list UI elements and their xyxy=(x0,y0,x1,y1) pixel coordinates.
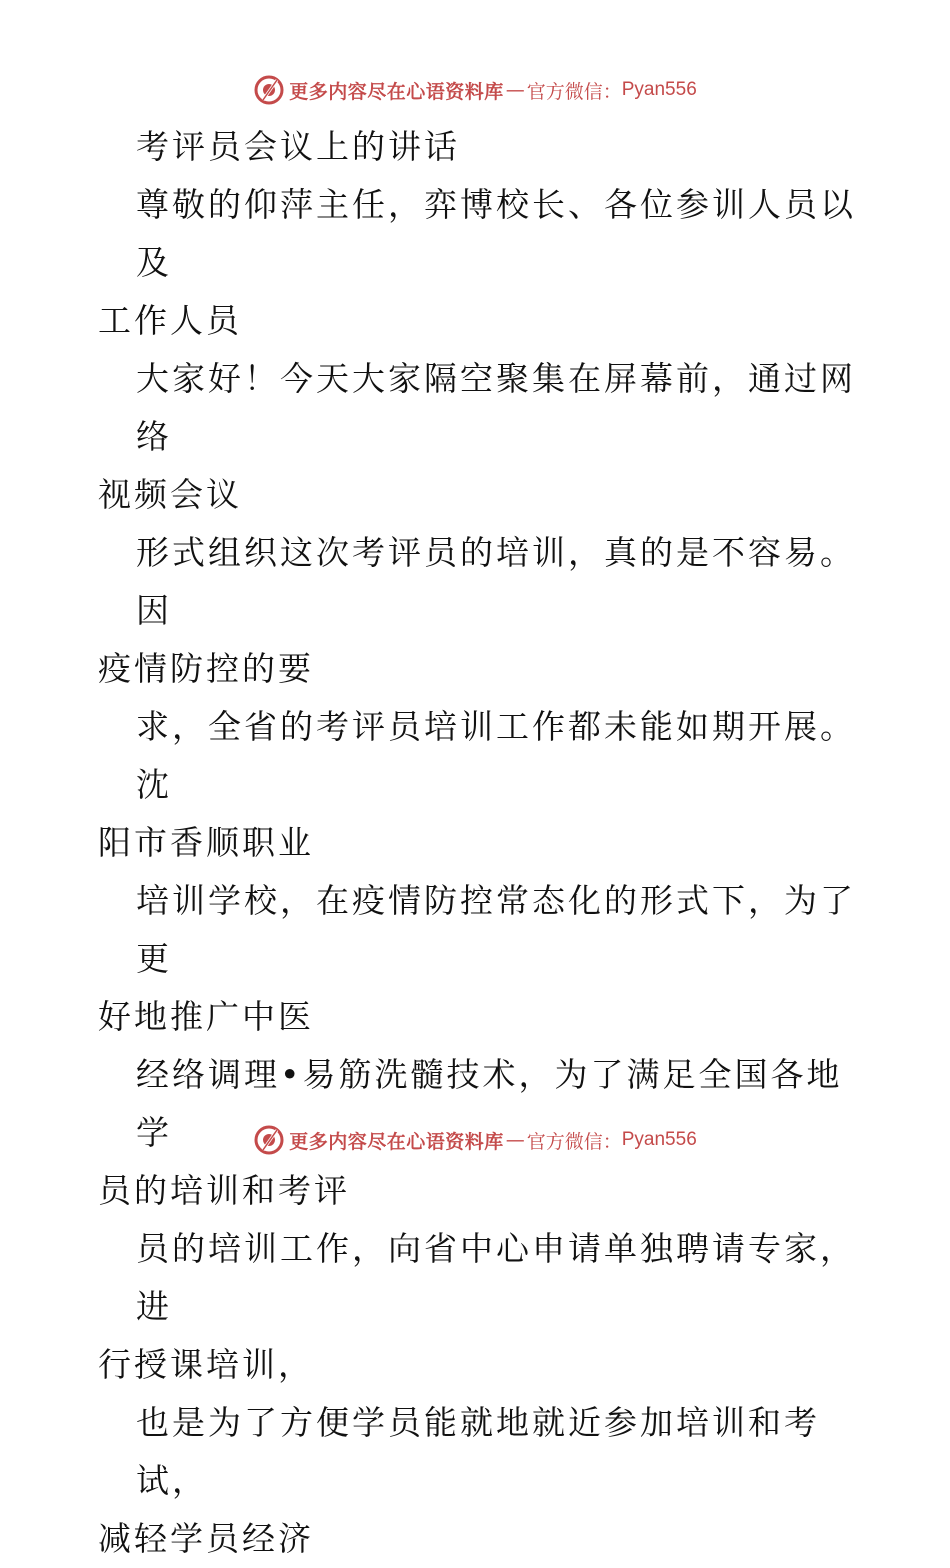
body-line: 员的培训和考评 xyxy=(98,1171,350,1210)
banner-text: 更多内容尽在心语资料库 xyxy=(289,1130,504,1153)
banner-wechat-label: 官方微信： xyxy=(526,80,622,103)
banner-dash: — xyxy=(505,79,525,101)
logo-icon xyxy=(253,1124,285,1156)
banner-handle: Pyan556 xyxy=(621,1129,697,1150)
footer-banner xyxy=(0,1120,950,1160)
body-line: 好地推广中医 xyxy=(98,997,314,1036)
body-line: 尊敬的仰萍主任，弈博校长、各位参训人员以及 xyxy=(136,185,856,282)
body-line: 培训学校，在疫情防控常态化的形式下，为了更 xyxy=(136,881,856,978)
banner-text: 更多内容尽在心语资料库 xyxy=(289,80,504,103)
body-line: 形式组织这次考评员的培训，真的是不容易。因 xyxy=(136,533,856,630)
body-line: 视频会议 xyxy=(98,475,242,514)
document-body xyxy=(98,118,858,1568)
body-line: 减轻学员经济 xyxy=(98,1519,314,1558)
banner-handle: Pyan556 xyxy=(621,79,697,100)
body-line: 工作人员 xyxy=(98,301,242,340)
body-line: 行授课培训， xyxy=(98,1345,314,1384)
logo-icon xyxy=(253,74,285,106)
body-line: 求，全省的考评员培训工作都未能如期开展。沈 xyxy=(136,707,856,804)
banner-dash: — xyxy=(505,1129,525,1151)
header-banner xyxy=(0,70,950,110)
body-line: 大家好！今天大家隔空聚集在屏幕前，通过网络 xyxy=(136,359,856,456)
document-title: 考评员会议上的讲话 xyxy=(136,127,460,166)
body-line: 阳市香顺职业 xyxy=(98,823,314,862)
body-line: 员的培训工作，向省中心申请单独聘请专家，进 xyxy=(136,1229,856,1326)
banner-wechat-label: 官方微信： xyxy=(526,1130,622,1153)
body-line: 疫情防控的要 xyxy=(98,649,314,688)
body-line: 经络调理•易筋洗髓技术，为了满足全国各地学 xyxy=(136,1055,843,1152)
body-line: 也是为了方便学员能就地就近参加培训和考试， xyxy=(136,1403,820,1500)
